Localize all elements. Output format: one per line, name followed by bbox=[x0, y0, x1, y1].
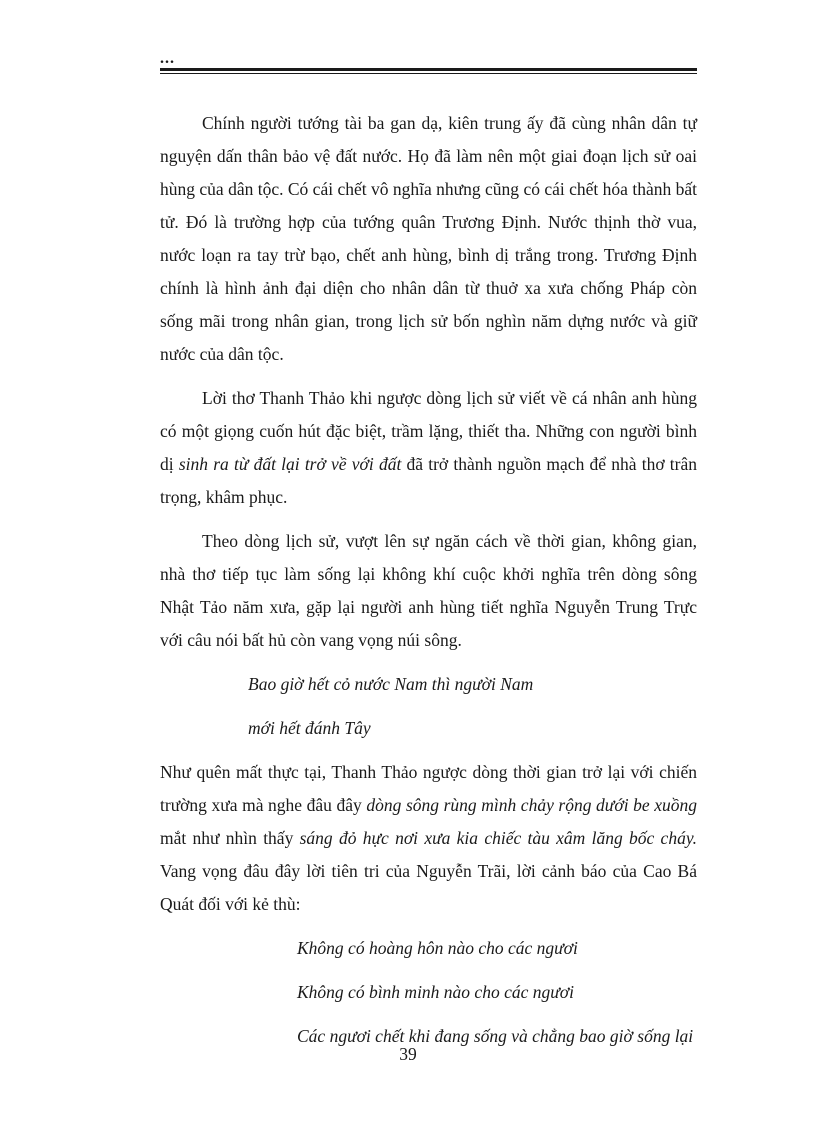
header-rule-thin bbox=[160, 73, 697, 74]
paragraph-1: Chính người tướng tài ba gan dạ, kiên trung ấy đã cùng nhân dân tự nguyện dấn thân bảo vệ đất nước. Họ đã làm nên một giai đoạn lịch sử oai hùng của dân tộc. Có cái chết vô nghĩa nhưng cũng có cái chết hóa thành bất tử. Đó là trường hợp của tướng quân Trương Định. Nước thịnh thờ vua, nước loạn ra tay trừ bạo, chết anh hùng, bình dị trắng trong. Trương Định chính là hình ảnh đại diện cho nhân dân từ thuở xa xưa chống Pháp còn sống mãi trong nhân gian, trong lịch sử bốn nghìn năm dựng nước và giữ nước của dân tộc. bbox=[160, 113, 697, 364]
verse-quote-1-line-2: mới hết đánh Tây bbox=[248, 718, 371, 738]
paragraph-4-text-b: mắt như nhìn thấy bbox=[160, 828, 300, 848]
paragraph-4-text-a: Như quên mất thực tại, Thanh Thảo ngược dòng thời gian trở lại với chiến trường xưa mà nghe đâu đây bbox=[160, 762, 697, 815]
page-number: 39 bbox=[399, 1044, 417, 1064]
paragraph-2-text-b: đã trở thành nguồn mạch để nhà thơ trân trọng, khâm phục. bbox=[160, 454, 697, 507]
header-rule-thick bbox=[160, 68, 697, 71]
paragraph-2-text-a: Lời thơ Thanh Thảo khi ngược dòng lịch sử viết về cá nhân anh hùng có một giọng cuốn hút đặc biệt, trầm lặng, thiết tha. Những con người bình dị bbox=[160, 388, 697, 474]
paragraph-4-italic-2: sáng đỏ hực nơi xưa kia chiếc tàu xâm lăng bốc cháy. bbox=[299, 828, 697, 848]
header-mark: ... bbox=[160, 50, 175, 67]
paragraph-4-text-c: Vang vọng đâu đây lời tiên tri của Nguyễn Trãi, lời cảnh báo của Cao Bá Quát đối với kẻ thù: bbox=[160, 861, 697, 914]
paragraph-4-italic-1: dòng sông rùng mình chảy rộng dưới be xuồng bbox=[366, 795, 697, 815]
verse-quote-2-line-1: Không có hoàng hôn nào cho các ngươi bbox=[297, 938, 578, 958]
body-text bbox=[160, 107, 697, 1053]
verse-quote-2-line-3: Các ngươi chết khi đang sống và chẳng bao giờ sống lại bbox=[297, 1026, 694, 1046]
verse-quote-2-line-2: Không có bình minh nào cho các ngươi bbox=[297, 982, 574, 1002]
verse-quote-1-line-1: Bao giờ hết cỏ nước Nam thì người Nam bbox=[248, 674, 534, 694]
paragraph-2-italic: sinh ra từ đất lại trở về với đất bbox=[178, 454, 402, 474]
paragraph-4 bbox=[160, 756, 697, 921]
paragraph-3: Theo dòng lịch sử, vượt lên sự ngăn cách về thời gian, không gian, nhà thơ tiếp tục làm sống lại không khí cuộc khởi nghĩa trên dòng sông Nhật Tảo năm xưa, gặp lại người anh hùng tiết nghĩa Nguyễn Trung Trực với câu nói bất hủ còn vang vọng núi sông. bbox=[160, 531, 697, 650]
paragraph-2 bbox=[160, 382, 697, 514]
